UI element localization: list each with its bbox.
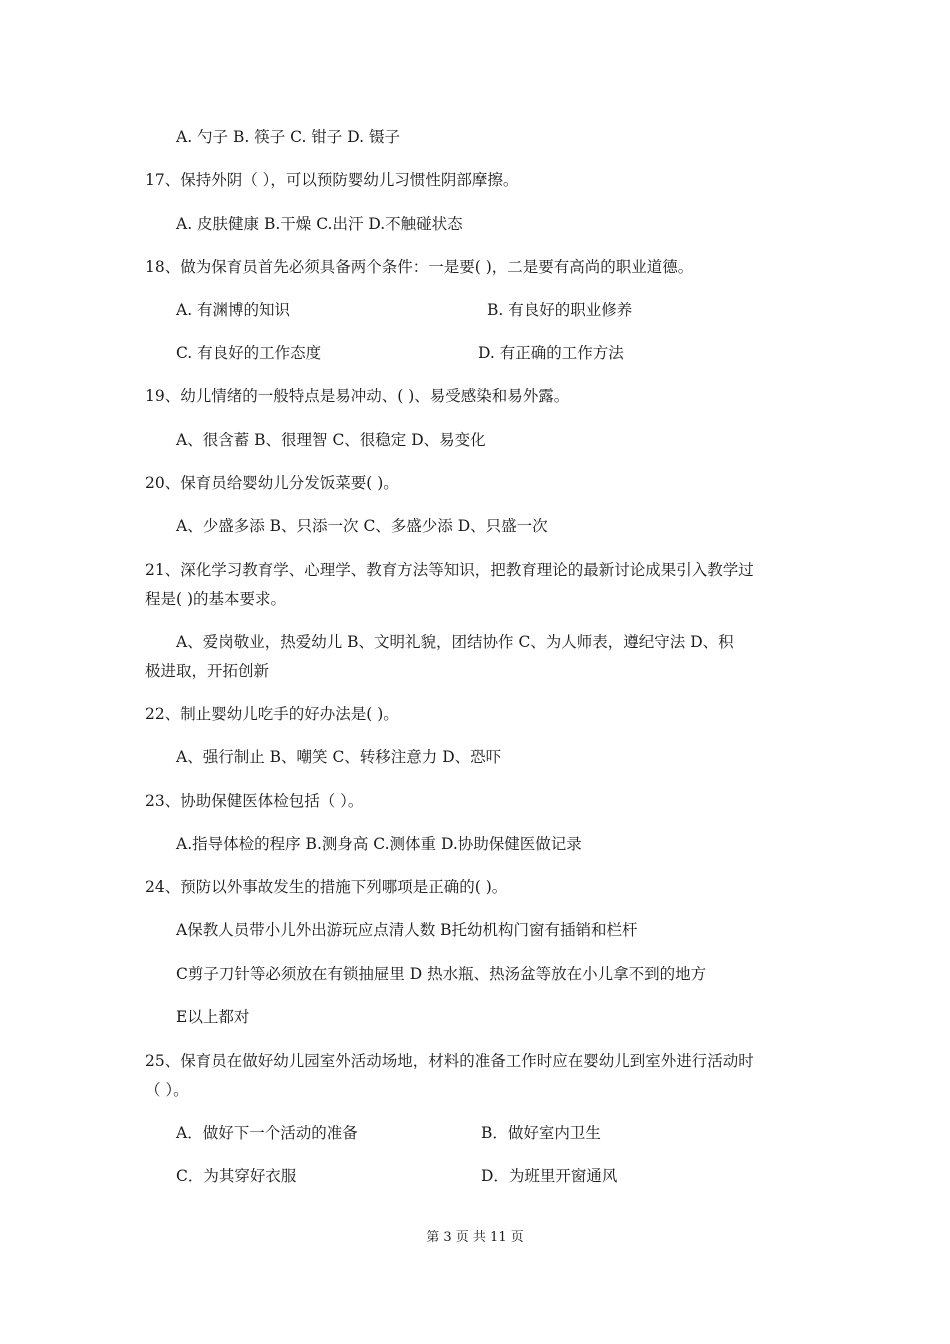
question-19: 19、幼儿情绪的一般特点是易冲动、( )、易受感染和易外露。 bbox=[145, 387, 570, 405]
question-18: 18、做为保育员首先必须具备两个条件：一是要( )，二是要有高尚的职业道德。 bbox=[145, 258, 694, 276]
q24-options-ab: A保教人员带小儿外出游玩应点清人数 B托幼机构门窗有插销和栏杆 bbox=[176, 921, 638, 939]
q21-options-line-2: 极进取，开拓创新 bbox=[145, 662, 270, 680]
q17-options: A. 皮肤健康 B.干燥 C.出汗 D.不触碰状态 bbox=[176, 215, 463, 233]
question-21-line-1: 21、深化学习教育学、心理学、教育方法等知识，把教育理论的最新讨论成果引入教学过 bbox=[145, 561, 754, 579]
q18-option-b: B. 有良好的职业修养 bbox=[487, 301, 633, 319]
q16-options: A. 勺子 B. 筷子 C. 钳子 D. 镊子 bbox=[176, 128, 400, 146]
question-17: 17、保持外阴（ ），可以预防婴幼儿习惯性阴部摩擦。 bbox=[145, 171, 519, 189]
q21-options-line-1: A、爱岗敬业，热爱幼儿 B、文明礼貌，团结协作 C、为人师表，遵纪守法 D、积 bbox=[176, 633, 734, 651]
q25-option-d: D．为班里开窗通风 bbox=[481, 1167, 618, 1185]
q18-option-c: C. 有良好的工作态度 bbox=[176, 344, 322, 362]
q18-option-d: D. 有正确的工作方法 bbox=[478, 344, 624, 362]
q24-options-cd: C剪子刀针等必须放在有锁抽屉里 D 热水瓶、热汤盆等放在小儿拿不到的地方 bbox=[176, 965, 707, 983]
q25-option-a: A．做好下一个活动的准备 bbox=[176, 1124, 358, 1142]
question-21-line-2: 程是( )的基本要求。 bbox=[145, 590, 287, 608]
question-20: 20、保育员给婴幼儿分发饭菜要( )。 bbox=[145, 474, 399, 492]
question-23: 23、协助保健医体检包括（ ）。 bbox=[145, 792, 364, 810]
q18-option-a: A. 有渊博的知识 bbox=[176, 301, 291, 319]
question-25-line-2: （ ）。 bbox=[145, 1081, 189, 1099]
page-footer: 第 3 页 共 11 页 bbox=[426, 1230, 524, 1245]
q22-options: A、强行制止 B、嘲笑 C、转移注意力 D、恐吓 bbox=[176, 748, 502, 766]
q23-options: A.指导体检的程序 B.测身高 C.测体重 D.协助保健医做记录 bbox=[176, 835, 582, 853]
q25-option-c: C．为其穿好衣服 bbox=[176, 1167, 297, 1185]
question-25-line-1: 25、保育员在做好幼儿园室外活动场地，材料的准备工作时应在婴幼儿到室外进行活动时 bbox=[145, 1052, 754, 1070]
question-24: 24、预防以外事故发生的措施下列哪项是正确的( )。 bbox=[145, 878, 508, 896]
q24-option-e: E以上都对 bbox=[176, 1008, 250, 1026]
q20-options: A、少盛多添 B、只添一次 C、多盛少添 D、只盛一次 bbox=[176, 517, 548, 535]
q19-options: A、很含蓄 B、很理智 C、很稳定 D、易变化 bbox=[176, 431, 486, 449]
q25-option-b: B．做好室内卫生 bbox=[481, 1124, 601, 1142]
question-22: 22、制止婴幼儿吃手的好办法是( )。 bbox=[145, 705, 399, 723]
